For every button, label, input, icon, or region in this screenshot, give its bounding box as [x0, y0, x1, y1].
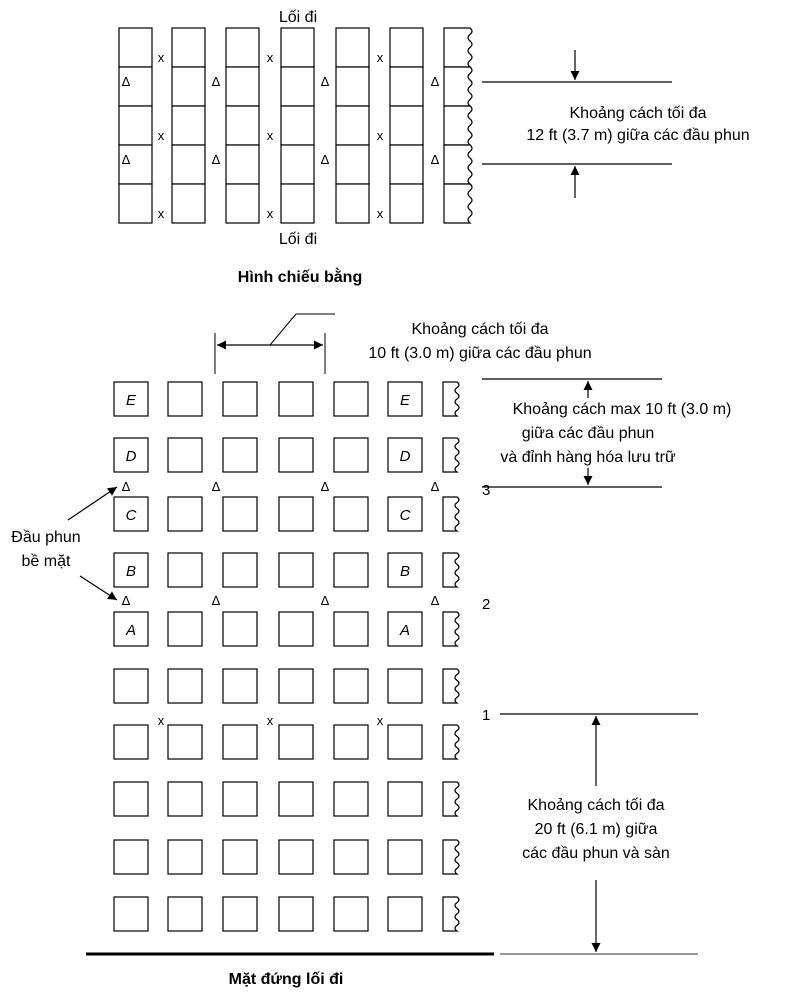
elev-horizontal-leader: [270, 314, 296, 345]
elevation-rack-box: [223, 612, 257, 646]
elevation-rack-box: [334, 612, 368, 646]
face-sprinkler-arrow-lower: [80, 576, 117, 600]
plan-rack-cell: [336, 145, 369, 184]
elevation-rack-box: [279, 725, 313, 759]
tier-letter: B: [399, 563, 411, 580]
tier-letter: E: [125, 392, 137, 409]
elevation-rack-box-continued: [443, 782, 459, 816]
elevation-face-sprinkler-symbol: Δ: [121, 479, 131, 494]
plan-rack-cell: [119, 106, 152, 145]
elevation-rack-box: [388, 725, 422, 759]
elevation-rack-box: [279, 382, 313, 416]
elevation-rack-box: [334, 382, 368, 416]
plan-sprinkler-symbol: x: [376, 206, 384, 221]
plan-rack-cell: [281, 184, 314, 223]
elevation-rack-box-continued: [443, 612, 459, 646]
elevation-rack-box-continued: [443, 669, 459, 703]
elevation-rack-box: [223, 553, 257, 587]
plan-rack-cell: [226, 106, 259, 145]
plan-rack-cell-continued: [444, 28, 472, 67]
tier-letter: A: [399, 622, 411, 639]
face-sprinkler-arrow-upper: [68, 487, 117, 520]
plan-sprinkler-symbol: x: [266, 128, 274, 143]
elevation-face-sprinkler-symbol: Δ: [320, 479, 330, 494]
plan-rack-cell: [172, 28, 205, 67]
plan-rack-cell: [390, 28, 423, 67]
elevation-face-sprinkler-symbol: Δ: [320, 593, 330, 608]
elevation-rack-box: [168, 840, 202, 874]
elevation-rack-box: [168, 669, 202, 703]
plan-rack-cell: [172, 145, 205, 184]
elevation-rack-box: [334, 438, 368, 472]
tier-letter: C: [399, 507, 411, 524]
tier-letter: E: [399, 392, 411, 409]
elevation-rack-box: [334, 725, 368, 759]
plan-spacing-label-1: Khoảng cách tối đa: [569, 105, 707, 122]
plan-rack-cell: [226, 28, 259, 67]
plan-spacing-label-2: 12 ft (3.7 m) giữa các đầu phun: [526, 127, 750, 144]
plan-rack-cell: [172, 67, 205, 106]
elevation-rack-box: [114, 897, 148, 931]
elevation-face-sprinkler-symbol: Δ: [430, 593, 440, 608]
elevation-face-sprinkler-symbol: Δ: [430, 479, 440, 494]
elevation-view-title: Mặt đứng lối đi: [228, 971, 344, 988]
plan-sprinkler-symbol: x: [157, 50, 165, 65]
plan-rack-cell-continued: [444, 145, 472, 184]
elevation-rack-box: [279, 438, 313, 472]
plan-face-sprinkler-symbol: Δ: [211, 74, 221, 89]
face-sprinkler-label-2: bề mặt: [21, 553, 71, 570]
elevation-rack-box: [114, 840, 148, 874]
elevation-rack-box: [168, 382, 202, 416]
elevation-sprinkler-symbol: x: [157, 713, 165, 728]
plan-rack-cell: [226, 145, 259, 184]
elevation-rack-box: [388, 897, 422, 931]
elevation-rack-box: [223, 669, 257, 703]
aisle-top-label: Lối đi: [278, 9, 318, 26]
plan-face-sprinkler-symbol: Δ: [430, 74, 440, 89]
elevation-rack-box: [223, 782, 257, 816]
elevation-rack-box: [334, 497, 368, 531]
elevation-rack-box: [223, 382, 257, 416]
plan-rack-cell: [390, 184, 423, 223]
elev-top-clearance-2: giữa các đầu phun: [521, 425, 655, 442]
plan-view: [119, 9, 750, 286]
elevation-rack-box: [223, 497, 257, 531]
elevation-rack-box: [168, 782, 202, 816]
level-2-label: 2: [482, 596, 491, 613]
level-3-label: 3: [482, 482, 491, 499]
elevation-rack-box-continued: [443, 840, 459, 874]
plan-face-sprinkler-symbol: Δ: [121, 152, 131, 167]
elevation-rack-box: [168, 438, 202, 472]
plan-face-sprinkler-symbol: Δ: [121, 74, 131, 89]
floor-spacing-1: Khoảng cách tối đa: [527, 797, 665, 814]
level-1-label: 1: [482, 707, 491, 724]
tier-letter: C: [125, 507, 137, 524]
tier-letter: B: [125, 563, 137, 580]
plan-rack-cell: [336, 67, 369, 106]
elevation-rack-box: [168, 725, 202, 759]
elev-top-clearance-1: Khoảng cách max 10 ft (3.0 m): [512, 401, 732, 418]
plan-sprinkler-symbol: x: [157, 128, 165, 143]
elevation-rack-box-continued: [443, 553, 459, 587]
elevation-rack-box: [114, 725, 148, 759]
elevation-rack-box: [114, 669, 148, 703]
plan-rack-cell: [281, 106, 314, 145]
elevation-rack-box: [279, 553, 313, 587]
elevation-rack-box-continued: [443, 497, 459, 531]
elevation-rack-box: [114, 782, 148, 816]
elevation-rack-box: [334, 782, 368, 816]
plan-rack-cell: [336, 28, 369, 67]
tier-letter: A: [125, 622, 137, 639]
elev-top-clearance-3: và đỉnh hàng hóa lưu trữ: [500, 449, 676, 466]
elevation-rack-box-continued: [443, 438, 459, 472]
plan-rack-cell-continued: [444, 106, 472, 145]
plan-rack-cell: [390, 67, 423, 106]
elev-horizontal-spacing-2: 10 ft (3.0 m) giữa các đầu phun: [368, 345, 592, 362]
floor-spacing-3: các đầu phun và sàn: [522, 845, 670, 862]
elevation-rack-box-continued: [443, 725, 459, 759]
elevation-rack-box: [334, 669, 368, 703]
elev-horizontal-spacing-1: Khoảng cách tối đa: [411, 321, 549, 338]
plan-sprinkler-symbol: x: [157, 206, 165, 221]
elevation-rack-box: [334, 840, 368, 874]
plan-rack-cell: [226, 184, 259, 223]
elevation-rack-box: [168, 497, 202, 531]
elevation-rack-box: [279, 782, 313, 816]
elevation-rack-box: [334, 553, 368, 587]
plan-rack-cell: [226, 67, 259, 106]
elevation-sprinkler-symbol: x: [376, 713, 384, 728]
elevation-rack-box: [279, 612, 313, 646]
tier-letter: D: [399, 448, 411, 465]
elevation-face-sprinkler-symbol: Δ: [211, 593, 221, 608]
plan-view-title: Hình chiếu bằng: [237, 269, 363, 286]
elevation-rack-box: [223, 840, 257, 874]
elevation-rack-box: [388, 669, 422, 703]
plan-rack-cell: [336, 184, 369, 223]
elevation-rack-box: [168, 553, 202, 587]
plan-sprinkler-symbol: x: [266, 50, 274, 65]
plan-rack-cell: [281, 145, 314, 184]
elevation-rack-box: [279, 897, 313, 931]
plan-rack-cell: [119, 184, 152, 223]
elevation-rack-box: [168, 897, 202, 931]
elevation-rack-box: [388, 782, 422, 816]
plan-face-sprinkler-symbol: Δ: [430, 152, 440, 167]
face-sprinkler-label-1: Đầu phun: [11, 529, 81, 546]
elevation-rack-box: [223, 725, 257, 759]
plan-face-sprinkler-symbol: Δ: [211, 152, 221, 167]
elevation-rack-box: [334, 897, 368, 931]
elevation-rack-box-continued: [443, 897, 459, 931]
plan-face-sprinkler-symbol: Δ: [320, 74, 330, 89]
plan-rack-cell: [390, 106, 423, 145]
plan-face-sprinkler-symbol: Δ: [320, 152, 330, 167]
elevation-face-sprinkler-symbol: Δ: [121, 593, 131, 608]
elevation-rack-box: [168, 612, 202, 646]
elevation-face-sprinkler-symbol: Δ: [211, 479, 221, 494]
plan-rack-cell: [390, 145, 423, 184]
elevation-rack-box: [223, 438, 257, 472]
elevation-rack-box-continued: [443, 382, 459, 416]
elevation-rack-box: [279, 840, 313, 874]
plan-sprinkler-symbol: x: [376, 128, 384, 143]
plan-rack-cell-continued: [444, 184, 472, 223]
elevation-rack-box: [388, 840, 422, 874]
plan-rack-cell: [281, 67, 314, 106]
plan-rack-cell-continued: [444, 67, 472, 106]
plan-rack-cell: [119, 28, 152, 67]
tier-letter: D: [125, 448, 137, 465]
elevation-rack-box: [223, 897, 257, 931]
elevation-sprinkler-symbol: x: [266, 713, 274, 728]
plan-rack-cell: [281, 28, 314, 67]
plan-sprinkler-symbol: x: [266, 206, 274, 221]
aisle-bottom-label: Lối đi: [278, 231, 318, 248]
plan-sprinkler-symbol: x: [376, 50, 384, 65]
plan-rack-cell: [172, 184, 205, 223]
plan-rack-cell: [172, 106, 205, 145]
floor-spacing-2: 20 ft (6.1 m) giữa: [534, 821, 658, 838]
elevation-rack-box: [279, 497, 313, 531]
elevation-rack-box: [279, 669, 313, 703]
elevation-view: [11, 314, 731, 988]
plan-rack-cell: [336, 106, 369, 145]
